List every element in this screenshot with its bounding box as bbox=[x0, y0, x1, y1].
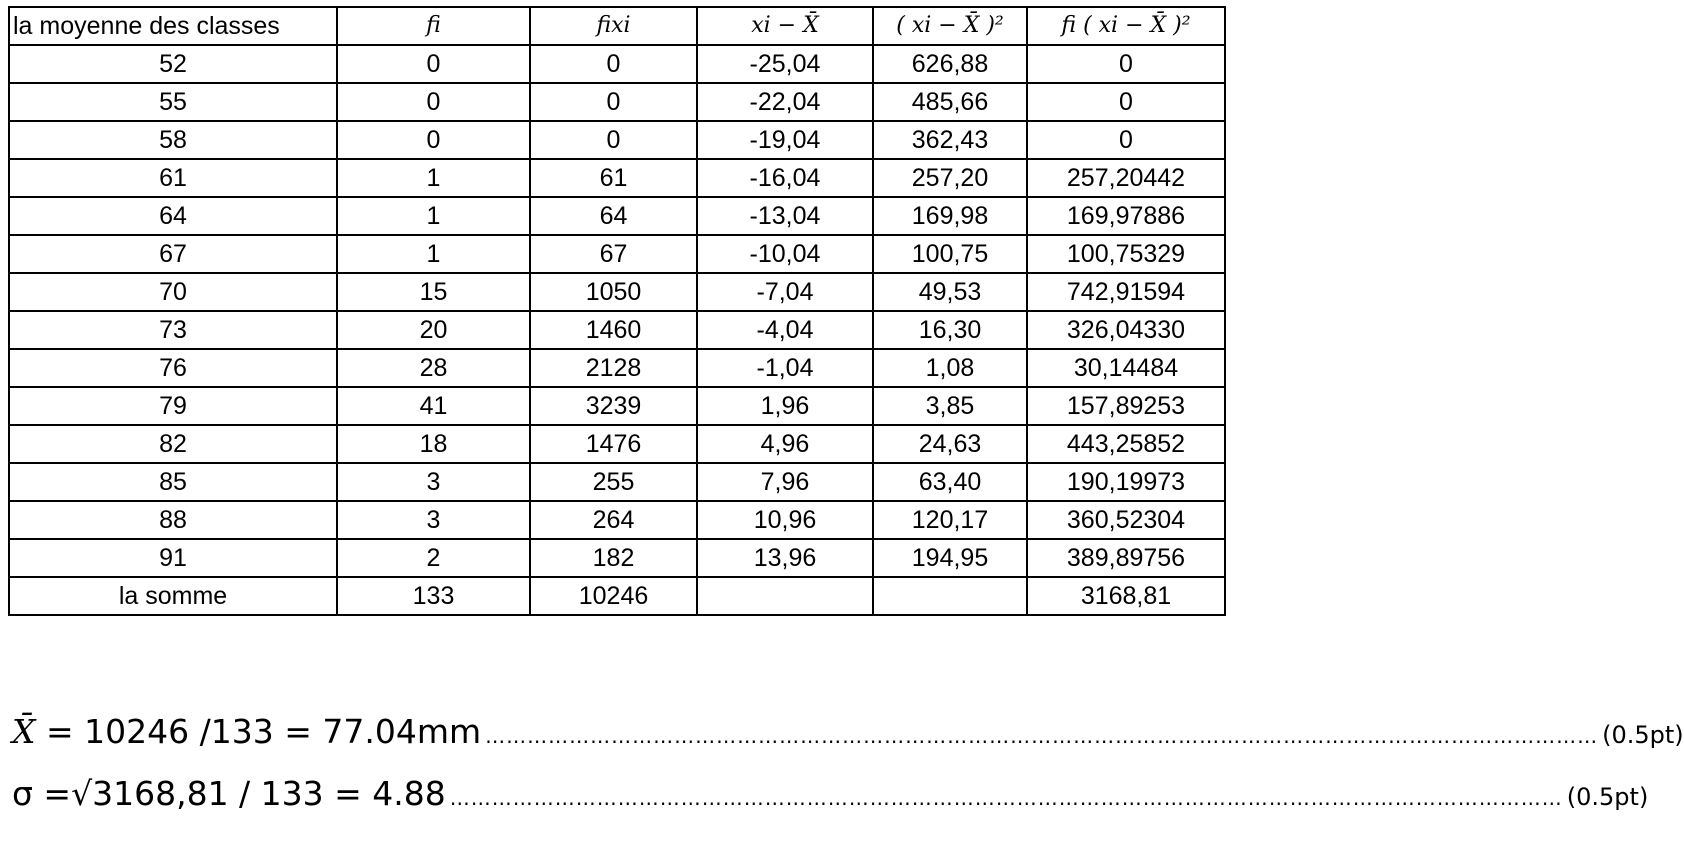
cell-class-mean: 85 bbox=[9, 463, 337, 501]
cell-deviation-squared: 3,85 bbox=[873, 387, 1027, 425]
sigma-dot-leader: …………………………………………………………………………………………………………………………………………… bbox=[449, 786, 1563, 810]
cell-class-mean: 76 bbox=[9, 349, 337, 387]
total-label: la somme bbox=[9, 577, 337, 615]
table-row bbox=[9, 425, 1225, 463]
cell-weighted-deviation-squared: 0 bbox=[1027, 121, 1225, 159]
cell-fixi: 1460 bbox=[530, 311, 697, 349]
statistics-table bbox=[8, 6, 1226, 616]
cell-deviation: -16,04 bbox=[697, 159, 873, 197]
cell-class-mean: 64 bbox=[9, 197, 337, 235]
mean-formula-line bbox=[12, 712, 1684, 751]
table-row bbox=[9, 235, 1225, 273]
cell-fi: 28 bbox=[337, 349, 530, 387]
cell-fixi: 0 bbox=[530, 121, 697, 159]
header-weighted-deviation-squared: fi ( xi − X̄ )² bbox=[1027, 7, 1225, 45]
cell-deviation-squared-total bbox=[873, 577, 1027, 615]
header-fi: fi bbox=[337, 7, 530, 45]
cell-deviation: -4,04 bbox=[697, 311, 873, 349]
cell-fixi-total: 10246 bbox=[530, 577, 697, 615]
cell-deviation-squared: 120,17 bbox=[873, 501, 1027, 539]
cell-weighted-deviation-squared: 443,25852 bbox=[1027, 425, 1225, 463]
cell-fi-total: 133 bbox=[337, 577, 530, 615]
cell-fi: 3 bbox=[337, 501, 530, 539]
cell-class-mean: 61 bbox=[9, 159, 337, 197]
cell-fi: 1 bbox=[337, 197, 530, 235]
cell-weighted-deviation-squared: 190,19973 bbox=[1027, 463, 1225, 501]
header-deviation-squared: ( xi − X̄ )² bbox=[873, 7, 1027, 45]
cell-fi: 2 bbox=[337, 539, 530, 577]
cell-fixi: 264 bbox=[530, 501, 697, 539]
table-row bbox=[9, 159, 1225, 197]
header-deviation: xi − X̄ bbox=[697, 7, 873, 45]
cell-fixi: 3239 bbox=[530, 387, 697, 425]
cell-deviation-total bbox=[697, 577, 873, 615]
document bbox=[8, 6, 1684, 813]
cell-deviation-squared: 16,30 bbox=[873, 311, 1027, 349]
cell-fi: 41 bbox=[337, 387, 530, 425]
cell-weighted-deviation-squared: 30,14484 bbox=[1027, 349, 1225, 387]
cell-weighted-deviation-squared: 389,89756 bbox=[1027, 539, 1225, 577]
cell-deviation: 13,96 bbox=[697, 539, 873, 577]
table-row bbox=[9, 501, 1225, 539]
cell-fixi: 67 bbox=[530, 235, 697, 273]
cell-fixi: 0 bbox=[530, 45, 697, 83]
cell-deviation: 1,96 bbox=[697, 387, 873, 425]
cell-deviation-squared: 257,20 bbox=[873, 159, 1027, 197]
cell-fi: 0 bbox=[337, 45, 530, 83]
cell-fi: 15 bbox=[337, 273, 530, 311]
cell-deviation: 4,96 bbox=[697, 425, 873, 463]
cell-deviation-squared: 194,95 bbox=[873, 539, 1027, 577]
cell-class-mean: 73 bbox=[9, 311, 337, 349]
cell-class-mean: 88 bbox=[9, 501, 337, 539]
cell-deviation-squared: 485,66 bbox=[873, 83, 1027, 121]
cell-weighted-deviation-squared: 0 bbox=[1027, 45, 1225, 83]
cell-weighted-deviation-squared: 360,52304 bbox=[1027, 501, 1225, 539]
cell-weighted-deviation-squared: 157,89253 bbox=[1027, 387, 1225, 425]
table-row bbox=[9, 273, 1225, 311]
table-row bbox=[9, 121, 1225, 159]
cell-fixi: 182 bbox=[530, 539, 697, 577]
table-row bbox=[9, 349, 1225, 387]
cell-fixi: 0 bbox=[530, 83, 697, 121]
cell-fixi: 61 bbox=[530, 159, 697, 197]
cell-class-mean: 58 bbox=[9, 121, 337, 159]
cell-class-mean: 55 bbox=[9, 83, 337, 121]
cell-weighted-deviation-squared: 100,75329 bbox=[1027, 235, 1225, 273]
cell-fi: 0 bbox=[337, 83, 530, 121]
cell-class-mean: 91 bbox=[9, 539, 337, 577]
cell-deviation: -7,04 bbox=[697, 273, 873, 311]
cell-fi: 20 bbox=[337, 311, 530, 349]
cell-class-mean: 70 bbox=[9, 273, 337, 311]
cell-weighted-deviation-squared: 742,91594 bbox=[1027, 273, 1225, 311]
cell-deviation: -13,04 bbox=[697, 197, 873, 235]
table-total-row bbox=[9, 577, 1225, 615]
cell-class-mean: 82 bbox=[9, 425, 337, 463]
cell-deviation-squared: 169,98 bbox=[873, 197, 1027, 235]
mean-points: (0.5pt) bbox=[1602, 721, 1684, 749]
cell-deviation-squared: 1,08 bbox=[873, 349, 1027, 387]
table-row bbox=[9, 45, 1225, 83]
cell-fixi: 64 bbox=[530, 197, 697, 235]
cell-fi: 18 bbox=[337, 425, 530, 463]
cell-fixi: 255 bbox=[530, 463, 697, 501]
cell-deviation-squared: 626,88 bbox=[873, 45, 1027, 83]
cell-fi: 3 bbox=[337, 463, 530, 501]
table-body bbox=[9, 45, 1225, 615]
cell-deviation: -22,04 bbox=[697, 83, 873, 121]
cell-fi: 0 bbox=[337, 121, 530, 159]
cell-fixi: 2128 bbox=[530, 349, 697, 387]
table-row bbox=[9, 463, 1225, 501]
cell-weighted-deviation-squared: 326,04330 bbox=[1027, 311, 1225, 349]
cell-deviation: -25,04 bbox=[697, 45, 873, 83]
table-row bbox=[9, 83, 1225, 121]
cell-deviation-squared: 100,75 bbox=[873, 235, 1027, 273]
cell-weighted-deviation-squared-total: 3168,81 bbox=[1027, 577, 1225, 615]
cell-deviation-squared: 63,40 bbox=[873, 463, 1027, 501]
mean-symbol: X̄ bbox=[12, 712, 36, 751]
cell-class-mean: 79 bbox=[9, 387, 337, 425]
cell-deviation: -1,04 bbox=[697, 349, 873, 387]
cell-fixi: 1050 bbox=[530, 273, 697, 311]
header-fixi: fixi bbox=[530, 7, 697, 45]
sigma-symbol: σ bbox=[12, 774, 33, 813]
cell-deviation: 10,96 bbox=[697, 501, 873, 539]
cell-weighted-deviation-squared: 257,20442 bbox=[1027, 159, 1225, 197]
cell-fi: 1 bbox=[337, 159, 530, 197]
cell-deviation: 7,96 bbox=[697, 463, 873, 501]
table-row bbox=[9, 311, 1225, 349]
table-row bbox=[9, 387, 1225, 425]
sigma-expression: =√3168,81 / 133 = 4.88 bbox=[43, 774, 446, 813]
mean-expression: = 10246 /133 = 77.04mm bbox=[46, 712, 482, 751]
mean-dot-leader: …………………………………………………………………………………………………………………………………………… bbox=[485, 724, 1599, 748]
sigma-formula-line bbox=[12, 774, 1649, 813]
table-row bbox=[9, 539, 1225, 577]
cell-deviation-squared: 24,63 bbox=[873, 425, 1027, 463]
cell-deviation-squared: 49,53 bbox=[873, 273, 1027, 311]
cell-weighted-deviation-squared: 169,97886 bbox=[1027, 197, 1225, 235]
table-header-row bbox=[9, 7, 1225, 45]
cell-deviation-squared: 362,43 bbox=[873, 121, 1027, 159]
cell-class-mean: 52 bbox=[9, 45, 337, 83]
header-class-mean: la moyenne des classes bbox=[9, 7, 337, 45]
cell-fixi: 1476 bbox=[530, 425, 697, 463]
table-row bbox=[9, 197, 1225, 235]
cell-fi: 1 bbox=[337, 235, 530, 273]
cell-class-mean: 67 bbox=[9, 235, 337, 273]
cell-weighted-deviation-squared: 0 bbox=[1027, 83, 1225, 121]
cell-deviation: -10,04 bbox=[697, 235, 873, 273]
sigma-points: (0.5pt) bbox=[1566, 783, 1649, 811]
cell-deviation: -19,04 bbox=[697, 121, 873, 159]
